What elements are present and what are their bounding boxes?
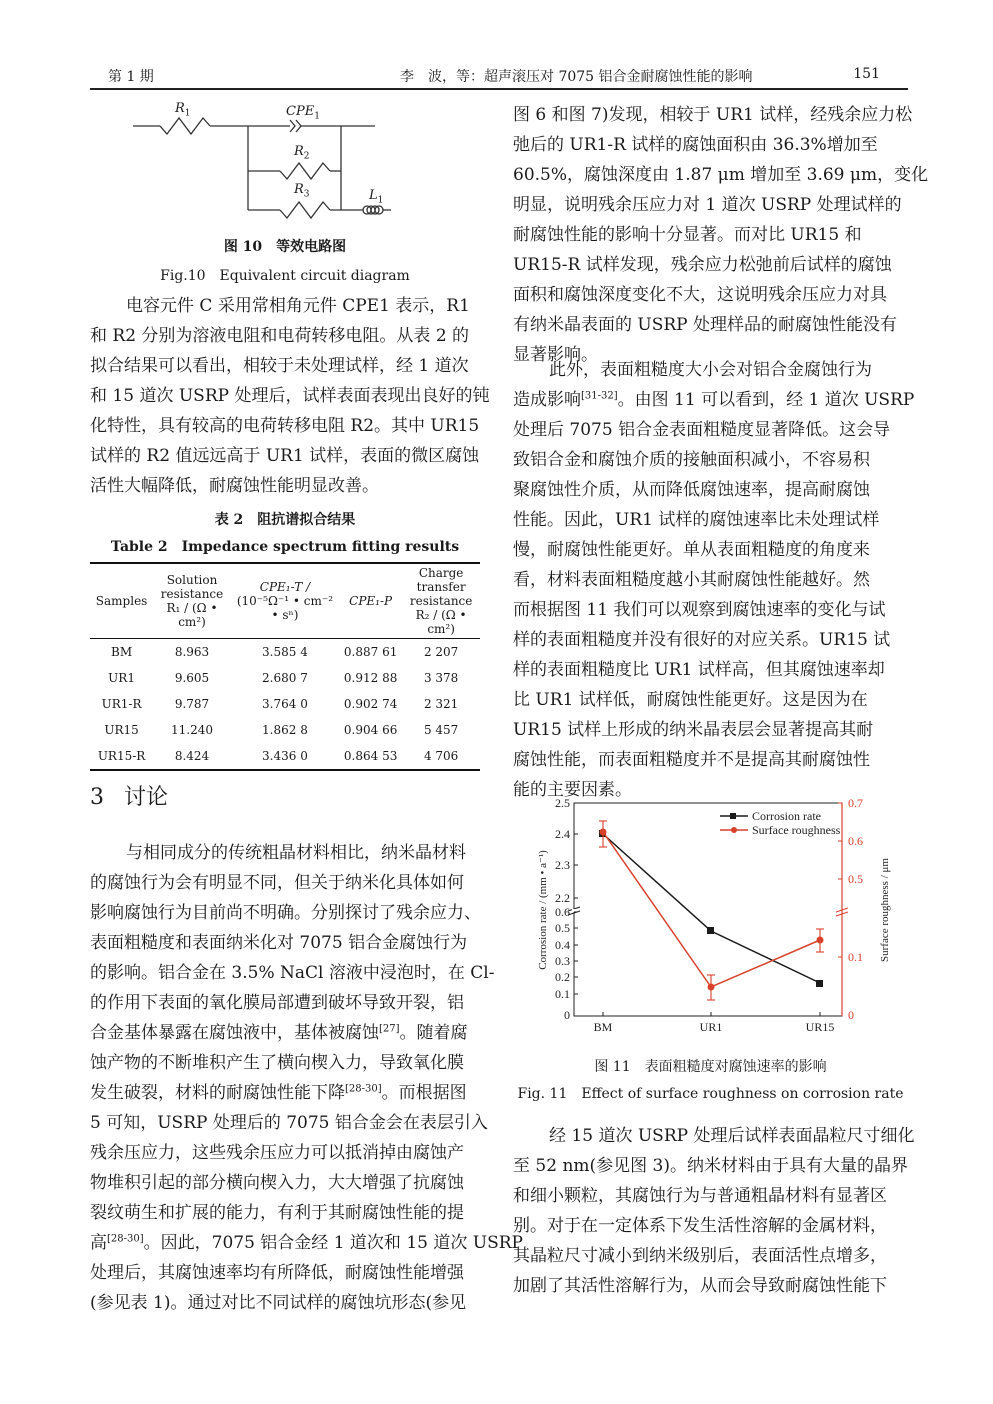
citation[interactable]: [27] (379, 1023, 400, 1035)
table2-title-en: Table 2 Impedance spectrum fitting results (110, 539, 460, 555)
svg-text:0.1: 0.1 (848, 950, 863, 964)
text-line: 耐腐蚀性能的影响十分显著。而对比 UR15 和 (513, 225, 862, 245)
svg-text:2.2: 2.2 (555, 891, 570, 905)
legend-corrosion-rate: Corrosion rate (752, 809, 821, 823)
text-line: 明显，说明残余压应力对 1 道次 USRP 处理试样的 (513, 195, 902, 215)
text-line: 别。对于在一定体系下发生活性溶解的金属材料， (513, 1216, 887, 1236)
svg-text:0.7: 0.7 (848, 796, 863, 810)
text-line: 图 6 和图 7)发现，相较于 UR1 试样，经残余应力松 (513, 105, 913, 125)
text-line: 看，材料表面粗糙度越小其耐腐蚀性能越好。然 (513, 570, 870, 590)
col-charge-transfer-resistance: Charge transfer resistance R₂ / (Ω • cm²) (402, 563, 480, 639)
table-row: UR1-R 9.787 3.764 0 0.902 74 2 321 (101, 697, 459, 711)
page-number: 151 (853, 66, 880, 82)
text-line: 面积和腐蚀深度变化不大，这说明残余压应力对具 (513, 285, 887, 305)
text-line: 此外，表面粗糙度大小会对铝合金腐蚀行为 (549, 360, 872, 380)
text-line: 样的表面粗糙度并没有很好的对应关系。UR15 试 (513, 630, 891, 650)
label-r3: $R_3$ (294, 182, 310, 200)
text-line: 致铝合金和腐蚀介质的接触面积减小，不容易积 (513, 450, 870, 470)
svg-text:0: 0 (848, 1008, 854, 1022)
text-line: 加剧了其活性溶解行为，从而会导致耐腐蚀性能下 (513, 1276, 887, 1296)
svg-text:2.5: 2.5 (555, 796, 570, 810)
text-line: 样的表面粗糙度比 UR1 试样高，但其腐蚀速率却 (513, 660, 885, 680)
svg-text:0.2: 0.2 (555, 970, 570, 984)
text-line: 处理后，其腐蚀速率均有所降低，耐腐蚀性能增强 (90, 1263, 464, 1283)
col-samples: Samples (90, 563, 153, 639)
text-line: 电容元件 C 采用常相角元件 CPE1 表示，R1 (126, 296, 470, 316)
svg-text:UR1: UR1 (699, 1020, 723, 1034)
text-line: 表面粗糙度和表面纳米化对 7075 铝合金腐蚀行为 (90, 933, 468, 953)
label-r1: $R_1$ (175, 101, 191, 119)
text-line: 的作用下表面的氧化膜局部遭到破坏导致开裂，铝 (90, 993, 464, 1013)
col-cpe1-t: CPE₁-T / (10⁻⁵Ω⁻¹ • cm⁻² • sⁿ) (231, 563, 339, 639)
text-line: 性能。因此，UR1 试样的腐蚀速率比未处理试样 (513, 510, 880, 530)
issue-label: 第 1 期 (108, 69, 154, 85)
section-heading (90, 780, 168, 811)
impedance-table (90, 562, 480, 771)
equivalent-circuit-diagram (125, 98, 395, 228)
right-paragraph-3 (513, 1121, 915, 1301)
text-line: 的影响。铝合金在 3.5% NaCl 溶液中浸泡时，在 Cl- (90, 963, 495, 983)
citation[interactable]: [31-32] (581, 390, 618, 402)
table-row: UR15-R 8.424 3.436 0 0.864 53 4 706 (90, 743, 480, 770)
figure10-caption-cn: 图 10 等效电路图 (223, 239, 347, 255)
text-line: UR15-R 试样发现，残余应力松弛前后试样的腐蚀 (513, 255, 892, 275)
text-line: 裂纹萌生和扩展的能力，有利于其耐腐蚀性能的提 (90, 1203, 464, 1223)
text-line: 比 UR1 试样低，耐腐蚀性能更好。这是因为在 (513, 690, 868, 710)
text-line: 慢，耐腐蚀性能更好。单从表面粗糙度的角度来 (513, 540, 870, 560)
svg-text:UR15: UR15 (805, 1020, 835, 1034)
svg-text:0.5: 0.5 (848, 872, 863, 886)
text-line: 有纳米晶表面的 USRP 处理样品的耐腐蚀性能没有 (513, 315, 898, 335)
right-paragraph-2 (513, 355, 915, 805)
svg-text:BM: BM (593, 1020, 613, 1034)
table-row: BM 8.963 3.585 4 0.887 61 2 207 (111, 645, 459, 659)
text-line: 腐蚀性能，而表面粗糙度并不是提高其耐腐蚀性 (513, 750, 870, 770)
header-rule (90, 88, 908, 90)
section-title: 讨论 (124, 785, 169, 810)
svg-text:Corrosion rate / (mm • a⁻¹): Corrosion rate / (mm • a⁻¹) (537, 850, 549, 970)
text-line: 和 R2 分别为溶液电阻和电荷转移电阻。从表 2 的 (90, 326, 470, 346)
text-line: 而根据图 11 我们可以观察到腐蚀速率的变化与试 (513, 600, 886, 620)
text-line: 能的主要因素。 (513, 780, 632, 800)
text-line: 的腐蚀行为会有明显不同，但关于纳米化具体如何 (90, 873, 464, 893)
table-row: UR15 11.240 1.862 8 0.904 66 5 457 (104, 723, 459, 737)
text-line: 与相同成分的传统粗晶材料相比，纳米晶材料 (126, 843, 466, 863)
label-r2: $R_2$ (294, 144, 310, 162)
svg-text:Surface roughness / μm: Surface roughness / μm (879, 858, 891, 962)
text-line: 和细小颗粒，其腐蚀行为与普通粗晶材料有显著区 (513, 1186, 887, 1206)
text-line: 弛后的 UR1-R 试样的腐蚀面积由 36.3%增加至 (513, 135, 878, 155)
running-title: 李 波，等：超声滚压对 7075 铝合金耐腐蚀性能的影响 (400, 69, 753, 85)
table-header-row (90, 563, 480, 639)
label-cpe1: $CPE_1$ (286, 104, 320, 122)
text-line: 聚腐蚀性介质，从而降低腐蚀速率，提高耐腐蚀 (513, 480, 870, 500)
svg-text:0.6: 0.6 (555, 905, 570, 919)
text-line: 化特性，具有较高的电荷转移电阻 R2。其中 UR15 (90, 416, 480, 436)
table2-title-cn: 表 2 阻抗谱拟合结果 (214, 512, 356, 528)
svg-text:0.1: 0.1 (555, 987, 570, 1001)
text-line: 影响腐蚀行为目前尚不明确。分别探讨了残余应力、 (90, 903, 481, 923)
section-number: 3 (90, 785, 104, 810)
text-line: 活性大幅降低，耐腐蚀性能明显改善。 (90, 476, 379, 496)
label-l1: $L_1$ (369, 188, 384, 206)
svg-text:2.3: 2.3 (555, 858, 570, 872)
right-paragraph-1 (513, 100, 929, 370)
citation[interactable]: [28-30] (107, 1233, 144, 1245)
text-line: 高[28-30]。因此，7075 铝合金经 1 道次和 15 道次 USRP (90, 1233, 523, 1253)
text-line: 试样的 R2 值远远高于 UR1 试样，表面的微区腐蚀 (90, 446, 480, 466)
text-line: 造成影响[31-32]。由图 11 可以看到，经 1 道次 USRP (513, 390, 915, 410)
text-line: 拟合结果可以看出，相较于未处理试样，经 1 道次 (90, 356, 469, 376)
svg-text:0.6: 0.6 (848, 834, 863, 848)
figure10-caption-en: Fig.10 Equivalent circuit diagram (160, 268, 410, 284)
text-line: UR15 试样上形成的纳米晶表层会显著提高其耐 (513, 720, 874, 740)
corrosion-roughness-chart (530, 795, 910, 1035)
svg-text:0.3: 0.3 (555, 954, 570, 968)
text-line: 至 52 nm(参见图 3)。纳米材料由于具有大量的晶界 (513, 1156, 908, 1176)
svg-text:0: 0 (564, 1008, 570, 1022)
text-line: 经 15 道次 USRP 处理后试样表面晶粒尺寸细化 (549, 1126, 915, 1146)
svg-text:0.4: 0.4 (555, 938, 570, 952)
text-line: 5 可知，USRP 处理后的 7075 铝合金会在表层引入 (90, 1113, 488, 1133)
text-line: 发生破裂，材料的耐腐蚀性能下降[28-30]。而根据图 (90, 1083, 467, 1103)
text-line: 物堆积引起的部分横向楔入力，大大增强了抗腐蚀 (90, 1173, 464, 1193)
citation[interactable]: [28-30] (345, 1083, 382, 1095)
table-row: UR1 9.605 2.680 7 0.912 88 3 378 (108, 671, 459, 685)
left-paragraph-2 (90, 838, 523, 1318)
text-line: 和 15 道次 USRP 处理后，试样表面表现出良好的钝 (90, 386, 490, 406)
figure11-caption-en: Fig. 11 Effect of surface roughness on corrosion rate (517, 1086, 904, 1102)
svg-text:0.5: 0.5 (555, 921, 570, 935)
text-line: 60.5%，腐蚀深度由 1.87 μm 增加至 3.69 μm，变化 (513, 165, 929, 185)
running-header (90, 64, 908, 88)
col-solution-resistance: Solution resistance R₁ / (Ω • cm²) (153, 563, 231, 639)
left-paragraph-1 (90, 291, 490, 501)
col-cpe1-p: CPE₁-P (339, 563, 402, 639)
text-line: 合金基体暴露在腐蚀液中，基体被腐蚀[27]。随着腐 (90, 1023, 468, 1043)
text-line: 处理后 7075 铝合金表面粗糙度显著降低。这会导 (513, 420, 891, 440)
svg-text:2.4: 2.4 (555, 827, 570, 841)
legend-surface-roughness: Surface roughness (752, 823, 841, 837)
text-line: 其晶粒尺寸减小到纳米级别后，表面活性点增多， (513, 1246, 887, 1266)
text-line: 残余压应力，这些残余压应力可以抵消掉由腐蚀产 (90, 1143, 464, 1163)
text-line: 显著影响。 (513, 345, 598, 365)
figure11-caption-cn: 图 11 表面粗糙度对腐蚀速率的影响 (594, 1059, 827, 1075)
text-line: (参见表 1)。通过对比不同试样的腐蚀坑形态(参见 (90, 1293, 467, 1313)
text-line: 蚀产物的不断堆积产生了横向楔入力，导致氧化膜 (90, 1053, 464, 1073)
